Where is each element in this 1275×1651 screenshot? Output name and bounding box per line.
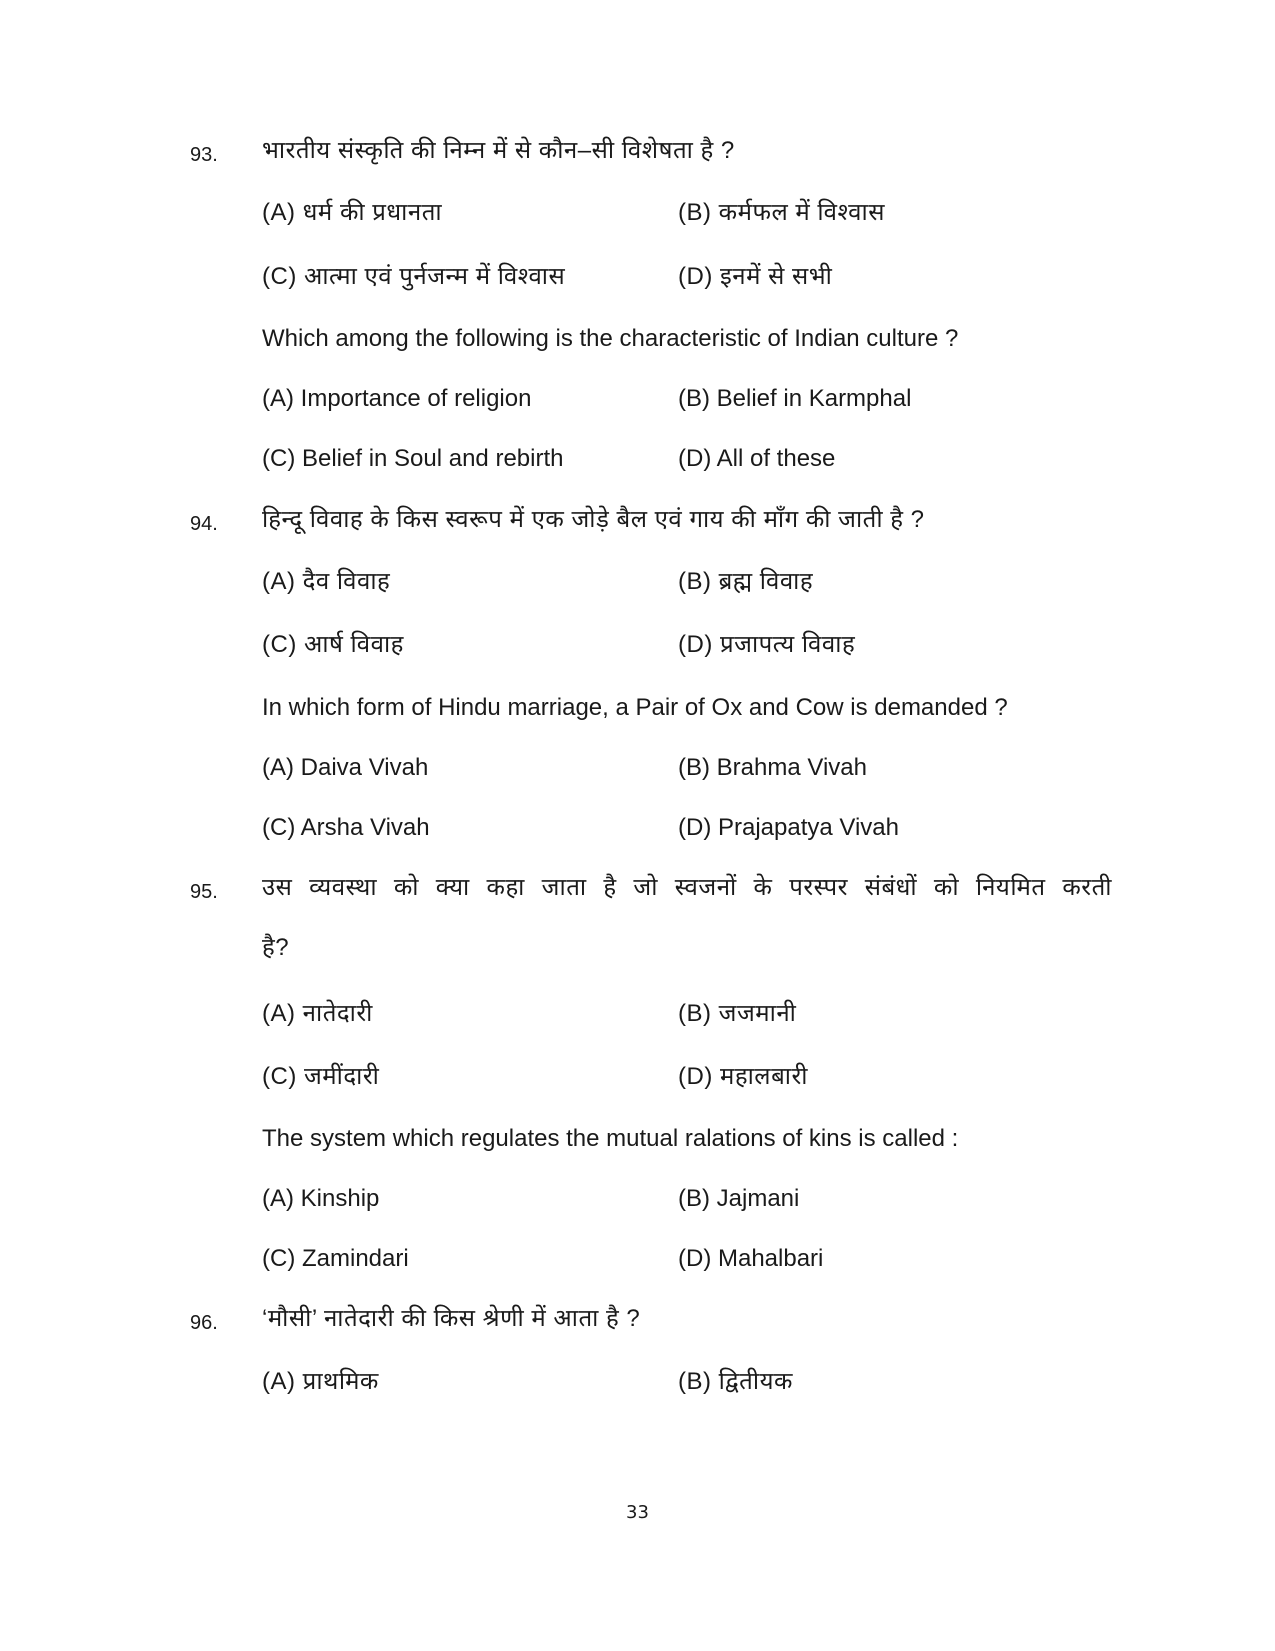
- option-a: (A) नातेदारी: [262, 1000, 373, 1027]
- question-93-english: [0, 319, 1275, 359]
- option-c: (C) Zamindari: [262, 1245, 409, 1272]
- option-a: (A) दैव विवाह: [262, 568, 391, 595]
- option-a: (A) Daiva Vivah: [262, 754, 429, 781]
- option-d: (D) Mahalbari: [678, 1245, 824, 1272]
- option-c: (C) Arsha Vivah: [262, 814, 430, 841]
- option-d: (D) All of these: [678, 445, 836, 472]
- options-row: [0, 1057, 1275, 1097]
- question-94-hindi: [0, 500, 1275, 540]
- options-row: [0, 379, 1275, 419]
- option-a: (A) Importance of religion: [262, 385, 532, 412]
- question-stem-hindi-line1: उस व्यवस्था को क्या कहा जाता है जो स्वजनों के परस्पर संबंधों को नियमित करती: [262, 874, 1112, 901]
- option-d: (D) इनमें से सभी: [678, 263, 833, 290]
- question-stem-hindi-line2: है?: [262, 934, 290, 961]
- options-row: [0, 1239, 1275, 1279]
- option-d: (D) महालबारी: [678, 1063, 809, 1090]
- option-b: (B) Brahma Vivah: [678, 754, 867, 781]
- option-a: (A) धर्म की प्रधानता: [262, 199, 443, 226]
- option-b: (B) कर्मफल में विश्वास: [678, 199, 885, 226]
- question-number: 96.: [190, 1312, 218, 1334]
- question-93-hindi: [0, 131, 1275, 171]
- option-b: (B) Jajmani: [678, 1185, 800, 1212]
- question-stem-hindi: भारतीय संस्कृति की निम्न में से कौन–सी विशेषता है ?: [262, 137, 735, 164]
- option-a: (A) प्राथमिक: [262, 1368, 379, 1395]
- option-b: (B) जजमानी: [678, 1000, 797, 1027]
- option-c: (C) Belief in Soul and rebirth: [262, 445, 564, 472]
- question-stem-hindi: ‘मौसी’ नातेदारी की किस श्रेणी में आता है ?: [262, 1305, 641, 1332]
- options-row: [0, 1362, 1275, 1402]
- question-96-hindi: [0, 1299, 1275, 1339]
- question-stem-hindi: हिन्दू विवाह के किस स्वरूप में एक जोड़े बैल एवं गाय की माँग की जाती है ?: [262, 506, 925, 533]
- option-b: (B) द्वितीयक: [678, 1368, 793, 1395]
- option-b: (B) ब्रह्म विवाह: [678, 568, 814, 595]
- question-95-english: [0, 1119, 1275, 1159]
- page-number: 33: [626, 1502, 649, 1523]
- options-row: [0, 1179, 1275, 1219]
- option-c: (C) जमींदारी: [262, 1063, 380, 1090]
- option-c: (C) आत्मा एवं पुर्नजन्म में विश्वास: [262, 263, 566, 290]
- question-95-hindi: [0, 868, 1275, 908]
- question-stem-english: In which form of Hindu marriage, a Pair of Ox and Cow is demanded ?: [262, 694, 1008, 721]
- options-row: [0, 748, 1275, 788]
- question-number: 93.: [190, 144, 218, 166]
- question-95-hindi-continued: [0, 928, 1275, 968]
- option-b: (B) Belief in Karmphal: [678, 385, 912, 412]
- options-row: [0, 808, 1275, 848]
- question-94-english: [0, 688, 1275, 728]
- option-c: (C) आर्ष विवाह: [262, 631, 404, 658]
- option-d: (D) प्रजापत्य विवाह: [678, 631, 856, 658]
- options-row: [0, 562, 1275, 602]
- question-stem-english: Which among the following is the characteristic of Indian culture ?: [262, 325, 959, 352]
- option-a: (A) Kinship: [262, 1185, 380, 1212]
- options-row: [0, 625, 1275, 665]
- question-stem-english: The system which regulates the mutual ralations of kins is called :: [262, 1125, 959, 1152]
- options-row: [0, 994, 1275, 1034]
- options-row: [0, 257, 1275, 297]
- question-number: 95.: [190, 881, 218, 903]
- options-row: [0, 439, 1275, 479]
- question-number: 94.: [190, 513, 218, 535]
- option-d: (D) Prajapatya Vivah: [678, 814, 899, 841]
- options-row: [0, 193, 1275, 233]
